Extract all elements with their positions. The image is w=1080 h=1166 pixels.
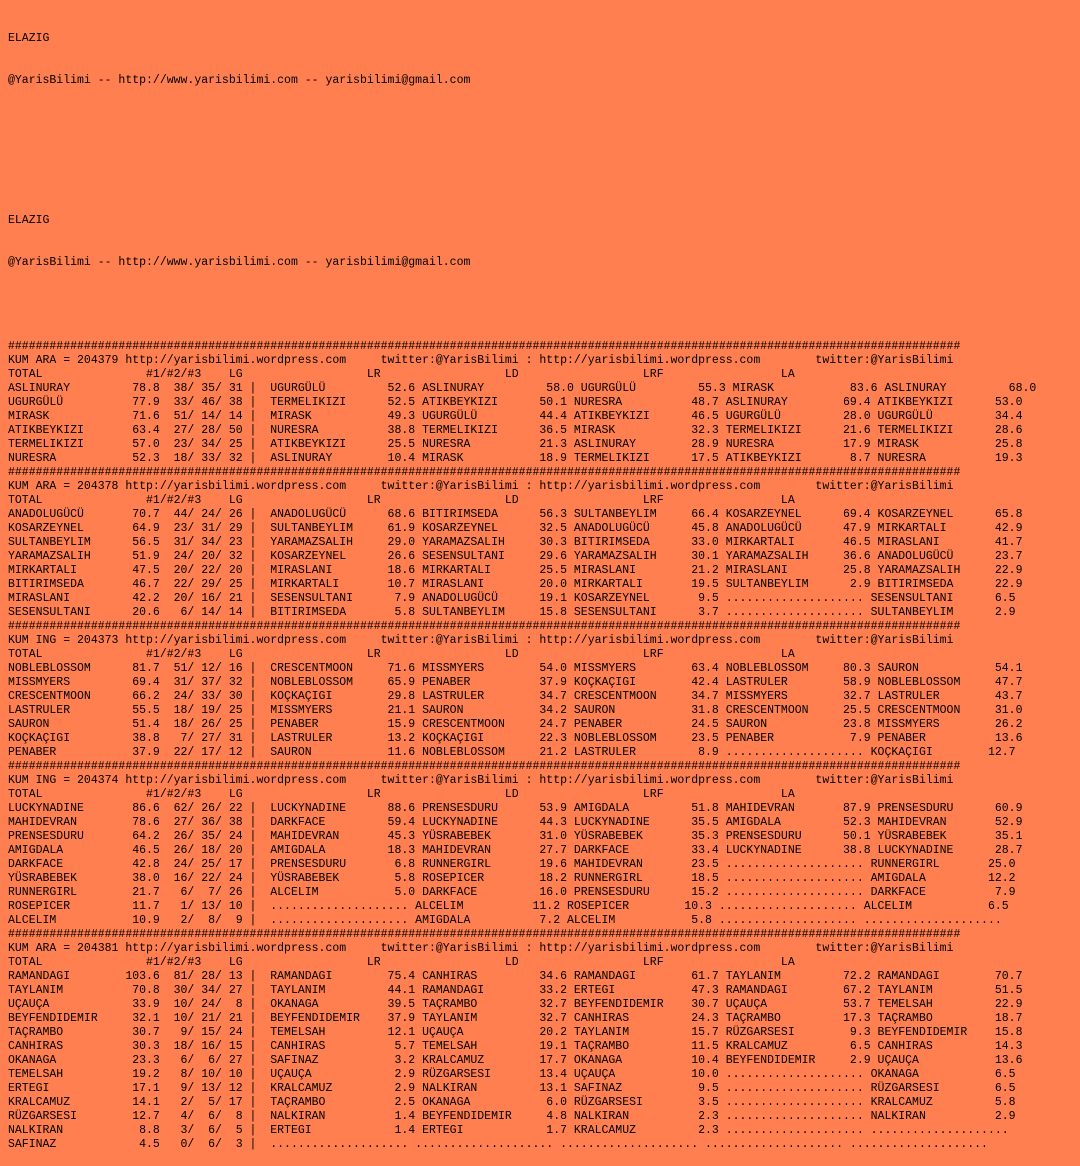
column-headers: TOTAL #1/#2/#3 LG LR LD LRF LA [8,648,795,661]
race-header: KUM ARA = 204381 http://yarisbilimi.wordpress.com twitter:@YarisBilimi : http://yarisbilimi.wordpress.com twitter:@YarisBilimi [8,942,954,955]
table-row: YÜSRABEBEK 38.0 16/ 22/ 24 | YÜSRABEBEK 5.8 ROSEPICER 18.2 RUNNERGIRL 18.5 .................... AMIGDALA 12.2 [8,872,1016,885]
table-row: TAYLANIM 70.8 30/ 34/ 27 | TAYLANIM 44.1 RAMANDAGI 33.2 ERTEGI 47.3 RAMANDAGI 67.2 TAYLANIM 51.5 [8,984,1023,997]
race-header: KUM ARA = 204378 http://yarisbilimi.wordpress.com twitter:@YarisBilimi : http://yarisbilimi.wordpress.com twitter:@YarisBilimi [8,480,954,493]
race-header: KUM ING = 204374 http://yarisbilimi.wordpress.com twitter:@YarisBilimi : http://yarisbilimi.wordpress.com twitter:@YarisBilimi [8,774,954,787]
contact-line: @YarisBilimi -- http://www.yarisbilimi.com -- yarisbilimi@gmail.com [8,74,471,87]
table-row: TAÇRAMBO 30.7 9/ 15/ 24 | TEMELSAH 12.1 UÇAUÇA 20.2 TAYLANIM 15.7 RÜZGARSESI 9.3 BEYFENDIDEMIR 15.8 [8,1026,1023,1039]
table-row: MISSMYERS 69.4 31/ 37/ 32 | NOBLEBLOSSOM 65.9 PENABER 37.9 KOÇKAÇIGI 42.4 LASTRULER 58.9 NOBLEBLOSSOM 47.7 [8,676,1023,689]
table-row: CRESCENTMOON 66.2 24/ 33/ 30 | KOÇKAÇIGI 29.8 LASTRULER 34.7 CRESCENTMOON 34.7 MISSMYERS 32.7 LASTRULER 43.7 [8,690,1023,703]
table-row: SAFINAZ 4.5 0/ 6/ 3 | .................... .................... .................... .................... .................... [8,1138,988,1151]
table-row: YARAMAZSALIH 51.9 24/ 20/ 32 | KOSARZEYNEL 26.6 SESENSULTANI 29.6 YARAMAZSALIH 30.1 YARAMAZSALIH 36.6 ANADOLUGÜCÜ 23.7 [8,550,1023,563]
table-row: UGURGÜLÜ 77.9 33/ 46/ 38 | TERMELIKIZI 52.5 ATIKBEYKIZI 50.1 NURESRA 48.7 ASLINURAY 69.4 ATIKBEYKIZI 53.0 [8,396,1023,409]
table-row: NURESRA 52.3 18/ 33/ 32 | ASLINURAY 10.4 MIRASK 18.9 TERMELIKIZI 17.5 ATIKBEYKIZI 8.7 NURESRA 19.3 [8,452,1023,465]
table-row: LUCKYNADINE 86.6 62/ 26/ 22 | LUCKYNADINE 88.6 PRENSESDURU 53.9 AMIGDALA 51.8 MAHIDEVRAN 87.9 PRENSESDURU 60.9 [8,802,1023,815]
hash-separator: ########################################################################################################################################## [8,620,961,633]
table-row: SAURON 51.4 18/ 26/ 25 | PENABER 15.9 CRESCENTMOON 24.7 PENABER 24.5 SAURON 23.8 MISSMYERS 26.2 [8,718,1023,731]
city-title: ELAZIG [8,32,50,45]
column-headers: TOTAL #1/#2/#3 LG LR LD LRF LA [8,494,795,507]
race-block [8,760,1080,928]
table-row: DARKFACE 42.8 24/ 25/ 17 | PRENSESDURU 6.8 RUNNERGIRL 19.6 MAHIDEVRAN 23.5 .................... RUNNERGIRL 25.0 [8,858,1016,871]
table-row: RUNNERGIRL 21.7 6/ 7/ 26 | ALCELIM 5.0 DARKFACE 16.0 PRENSESDURU 15.2 .................... DARKFACE 7.9 [8,886,1016,899]
table-row: RÜZGARSESI 12.7 4/ 6/ 8 | NALKIRAN 1.4 BEYFENDIDEMIR 4.8 NALKIRAN 2.3 .................... NALKIRAN 2.9 [8,1110,1016,1123]
table-row: NOBLEBLOSSOM 81.7 51/ 12/ 16 | CRESCENTMOON 71.6 MISSMYERS 54.0 MISSMYERS 63.4 NOBLEBLOSSOM 80.3 SAURON 54.1 [8,662,1023,675]
spacer [8,116,1080,144]
table-row: MIRASLANI 42.2 20/ 16/ 21 | SESENSULTANI 7.9 ANADOLUGÜCÜ 19.1 KOSARZEYNEL 9.5 .................... SESENSULTANI 6.5 [8,592,1016,605]
contact-line: @YarisBilimi -- http://www.yarisbilimi.com -- yarisbilimi@gmail.com [8,256,471,269]
table-row: KRALCAMUZ 14.1 2/ 5/ 17 | TAÇRAMBO 2.5 OKANAGA 6.0 RÜZGARSESI 3.5 .................... KRALCAMUZ 5.8 [8,1096,1016,1109]
table-row: ERTEGI 17.1 9/ 13/ 12 | KRALCAMUZ 2.9 NALKIRAN 13.1 SAFINAZ 9.5 .................... RÜZGARSESI 6.5 [8,1082,1016,1095]
race-header: KUM ING = 204373 http://yarisbilimi.wordpress.com twitter:@YarisBilimi : http://yarisbilimi.wordpress.com twitter:@YarisBilimi [8,634,954,647]
hash-separator: ########################################################################################################################################## [8,340,961,353]
table-row: ROSEPICER 11.7 1/ 13/ 10 | .................... ALCELIM 11.2 ROSEPICER 10.3 .................... ALCELIM 6.5 [8,900,1009,913]
table-row: ANADOLUGÜCÜ 70.7 44/ 24/ 26 | ANADOLUGÜCÜ 68.6 BITIRIMSEDA 56.3 SULTANBEYLIM 66.4 KOSARZEYNEL 69.4 KOSARZEYNEL 65.8 [8,508,1023,521]
column-headers: TOTAL #1/#2/#3 LG LR LD LRF LA [8,956,795,969]
race-header: KUM ARA = 204379 http://yarisbilimi.wordpress.com twitter:@YarisBilimi : http://yarisbilimi.wordpress.com twitter:@YarisBilimi [8,354,954,367]
table-row: ASLINURAY 78.8 38/ 35/ 31 | UGURGÜLÜ 52.6 ASLINURAY 58.0 UGURGÜLÜ 55.3 MIRASK 83.6 ASLINURAY 68.0 [8,382,1037,395]
table-row: KOSARZEYNEL 64.9 23/ 31/ 29 | SULTANBEYLIM 61.9 KOSARZEYNEL 32.5 ANADOLUGÜCÜ 45.8 ANADOLUGÜCÜ 47.9 MIRKARTALI 42.9 [8,522,1023,535]
race-block [8,928,1080,1152]
table-row: TEMELSAH 19.2 8/ 10/ 10 | UÇAUÇA 2.9 RÜZGARSESI 13.4 UÇAUÇA 10.0 .................... OKANAGA 6.5 [8,1068,1016,1081]
table-row: KOÇKAÇIGI 38.8 7/ 27/ 31 | LASTRULER 13.2 KOÇKAÇIGI 22.3 NOBLEBLOSSOM 23.5 PENABER 7.9 PENABER 13.6 [8,732,1023,745]
table-row: MAHIDEVRAN 78.6 27/ 36/ 38 | DARKFACE 59.4 LUCKYNADINE 44.3 LUCKYNADINE 35.5 AMIGDALA 52.3 MAHIDEVRAN 52.9 [8,816,1023,829]
table-row: PENABER 37.9 22/ 17/ 12 | SAURON 11.6 NOBLEBLOSSOM 21.2 LASTRULER 8.9 .................... KOÇKAÇIGI 12.7 [8,746,1016,759]
table-row: BEYFENDIDEMIR 32.1 10/ 21/ 21 | BEYFENDIDEMIR 37.9 TAYLANIM 32.7 CANHIRAS 24.3 TAÇRAMBO 17.3 TAÇRAMBO 18.7 [8,1012,1023,1025]
table-row: ALCELIM 10.9 2/ 8/ 9 | .................... AMIGDALA 7.2 ALCELIM 5.8 .................... .................... [8,914,1002,927]
table-row: OKANAGA 23.3 6/ 6/ 27 | SAFINAZ 3.2 KRALCAMUZ 17.7 OKANAGA 10.4 BEYFENDIDEMIR 2.9 UÇAUÇA 13.6 [8,1054,1023,1067]
table-row: NALKIRAN 8.8 3/ 6/ 5 | ERTEGI 1.4 ERTEGI 1.7 KRALCAMUZ 2.3 .................... .................... [8,1124,1009,1137]
table-row: ATIKBEYKIZI 63.4 27/ 28/ 50 | NURESRA 38.8 TERMELIKIZI 36.5 MIRASK 32.3 TERMELIKIZI 21.6 TERMELIKIZI 28.6 [8,424,1023,437]
race-block [8,620,1080,760]
spacer [8,172,1080,186]
table-row: PRENSESDURU 64.2 26/ 35/ 24 | MAHIDEVRAN 45.3 YÜSRABEBEK 31.0 YÜSRABEBEK 35.3 PRENSESDURU 50.1 YÜSRABEBEK 35.1 [8,830,1023,843]
table-row: MIRASK 71.6 51/ 14/ 14 | MIRASK 49.3 UGURGÜLÜ 44.4 ATIKBEYKIZI 46.5 UGURGÜLÜ 28.0 UGURGÜLÜ 34.4 [8,410,1023,423]
hash-separator: ########################################################################################################################################## [8,466,961,479]
hash-separator: ########################################################################################################################################## [8,928,961,941]
table-row: AMIGDALA 46.5 26/ 18/ 20 | AMIGDALA 18.3 MAHIDEVRAN 27.7 DARKFACE 33.4 LUCKYNADINE 38.8 LUCKYNADINE 28.7 [8,844,1023,857]
table-row: UÇAUÇA 33.9 10/ 24/ 8 | OKANAGA 39.5 TAÇRAMBO 32.7 BEYFENDIDEMIR 30.7 UÇAUÇA 53.7 TEMELSAH 22.9 [8,998,1023,1011]
table-row: RAMANDAGI 103.6 81/ 28/ 13 | RAMANDAGI 75.4 CANHIRAS 34.6 RAMANDAGI 61.7 TAYLANIM 72.2 RAMANDAGI 70.7 [8,970,1023,983]
table-row: LASTRULER 55.5 18/ 19/ 25 | MISSMYERS 21.1 SAURON 34.2 SAURON 31.8 CRESCENTMOON 25.5 CRESCENTMOON 31.0 [8,704,1023,717]
hash-separator: ########################################################################################################################################## [8,760,961,773]
city-title: ELAZIG [8,214,50,227]
table-row: TERMELIKIZI 57.0 23/ 34/ 25 | ATIKBEYKIZI 25.5 NURESRA 21.3 ASLINURAY 28.9 NURESRA 17.9 MIRASK 25.8 [8,438,1023,451]
race-blocks [8,340,1080,1152]
race-block [8,466,1080,620]
table-row: SULTANBEYLIM 56.5 31/ 34/ 23 | YARAMAZSALIH 29.0 YARAMAZSALIH 30.3 BITIRIMSEDA 33.0 MIRKARTALI 46.5 MIRASLANI 41.7 [8,536,1023,549]
column-headers: TOTAL #1/#2/#3 LG LR LD LRF LA [8,368,795,381]
table-row: BITIRIMSEDA 46.7 22/ 29/ 25 | MIRKARTALI 10.7 MIRASLANI 20.0 MIRKARTALI 19.5 SULTANBEYLIM 2.9 BITIRIMSEDA 22.9 [8,578,1023,591]
table-row: SESENSULTANI 20.6 6/ 14/ 14 | BITIRIMSEDA 5.8 SULTANBEYLIM 15.8 SESENSULTANI 3.7 .................... SULTANBEYLIM 2.9 [8,606,1016,619]
table-row: MIRKARTALI 47.5 20/ 22/ 20 | MIRASLANI 18.6 MIRKARTALI 25.5 MIRASLANI 21.2 MIRASLANI 25.8 YARAMAZSALIH 22.9 [8,564,1023,577]
table-row: CANHIRAS 30.3 18/ 16/ 15 | CANHIRAS 5.7 TEMELSAH 19.1 TAÇRAMBO 11.5 KRALCAMUZ 6.5 CANHIRAS 14.3 [8,1040,1023,1053]
race-block [8,340,1080,466]
column-headers: TOTAL #1/#2/#3 LG LR LD LRF LA [8,788,795,801]
spacer [8,298,1080,312]
